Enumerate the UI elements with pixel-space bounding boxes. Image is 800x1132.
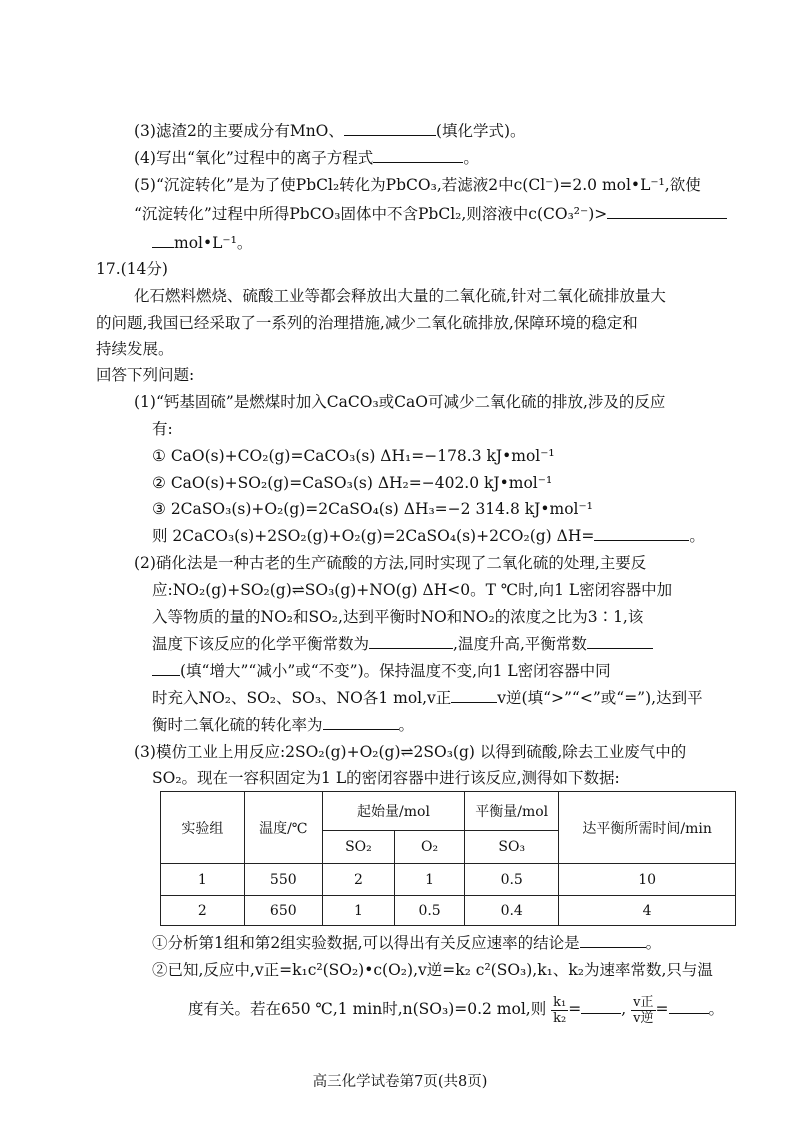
q16-part5-line3: mol•L⁻¹。	[152, 232, 252, 254]
q17-part2-line1: (2)硝化法是一种古老的生产硫酸的方法,同时实现了二氧化硫的处理,主要反	[134, 554, 647, 572]
q17-header: 17.(14分)	[96, 260, 168, 278]
answer-blank[interactable]	[580, 933, 646, 948]
q17-part2-line6: 时充入NO₂、SO₂、SO₃、NO各1 mol,v正 v逆(填“>”“<”或“=”),达到平	[152, 689, 703, 707]
header-group: 实验组	[161, 792, 245, 864]
cell-so3: 0.5	[465, 864, 559, 896]
table-row	[161, 864, 736, 896]
answer-blank[interactable]	[373, 148, 463, 163]
q17-part3-line2: SO₂。现在一容积固定为1 L的密闭容器中进行该反应,测得如下数据:	[152, 769, 620, 787]
header-equilibrium-amount: 平衡量/mol	[465, 792, 559, 831]
q17-part2-line2: 应:NO₂(g)+SO₂(g)⇌SO₃(g)+NO(g) ΔH<0。T ℃时,向1 L密闭容器中加	[152, 581, 673, 599]
q16-part3: (3)滤渣2的主要成分有MnO、 (填化学式)。	[134, 122, 526, 140]
header-o2: O₂	[395, 831, 465, 864]
fraction-k1-k2: $\frac{\text{k₁}}{\text{k₂}}$	[553, 994, 567, 1026]
cell-o2: 0.5	[395, 896, 465, 926]
q17-part1-line2: 有:	[152, 420, 173, 438]
cell-temp: 550	[244, 864, 322, 896]
q17-part2-line7: 衡时二氧化硫的转化率为 。	[152, 716, 415, 734]
q17-part1-line1: (1)“钙基固硫”是燃煤时加入CaCO₃或CaO可减少二氧化硫的排放,涉及的反应	[134, 393, 666, 411]
q17-part3-question-b-line2: 度有关。若在650 ℃,1 min时,n(SO₃)=0.2 mol,则 $\frac{\text{k₁}}{\text{k₂}}$ = , $\frac{\text{v正}}{\text{v逆}}$ = 。	[188, 994, 725, 1026]
experiment-table	[160, 791, 736, 926]
answer-blank[interactable]	[451, 688, 497, 703]
cell-time: 4	[559, 896, 736, 926]
answer-blank[interactable]	[607, 204, 727, 219]
cell-temp: 650	[244, 896, 322, 926]
q16-part4: (4)写出“氧化”过程中的离子方程式 。	[134, 149, 479, 167]
cell-o2: 1	[395, 864, 465, 896]
answer-blank[interactable]	[594, 526, 689, 541]
answer-blank[interactable]	[587, 634, 653, 649]
page-footer: 高三化学试卷第7页(共8页)	[312, 1074, 488, 1090]
header-so2: SO₂	[322, 831, 394, 864]
answer-blank[interactable]	[152, 233, 174, 248]
answer-blank[interactable]	[581, 999, 621, 1014]
q17-part3-question-a: ①分析第1组和第2组实验数据,可以得出有关反应速率的结论是 。	[152, 934, 662, 952]
answer-blank[interactable]	[344, 121, 436, 136]
cell-so2: 2	[322, 864, 394, 896]
header-initial-amount: 起始量/mol	[322, 792, 464, 831]
answer-blank[interactable]	[152, 661, 180, 676]
q17-part3-line1: (3)模仿工业上用反应:2SO₂(g)+O₂(g)⇌2SO₃(g) 以得到硫酸,除去工业废气中的	[134, 743, 687, 761]
header-temperature: 温度/℃	[244, 792, 322, 864]
q17-intro-line1: 化石燃料燃烧、硫酸工业等都会释放出大量的二氧化硫,针对二氧化硫排放量大	[134, 287, 666, 305]
cell-time: 10	[559, 864, 736, 896]
answer-blank[interactable]	[323, 715, 399, 730]
answer-blank[interactable]	[669, 999, 709, 1014]
q17-part2-line3: 入等物质的量的NO₂和SO₂,达到平衡时NO和NO₂的浓度之比为3∶1,该	[152, 608, 644, 626]
answer-blank[interactable]	[369, 634, 453, 649]
q17-intro-line3: 持续发展。	[96, 340, 174, 358]
cell-group: 1	[161, 864, 245, 896]
q17-part3-question-b-line1: ②已知,反应中,v正=k₁c²(SO₂)•c(O₂),v逆=k₂ c²(SO₃),k₁、k₂为速率常数,只与温	[152, 961, 713, 979]
fraction-v-forward-v-reverse: $\frac{\text{v正}}{\text{v逆}}$	[633, 994, 654, 1026]
cell-group: 2	[161, 896, 245, 926]
q17-part1-line3: 则 2CaCO₃(s)+2SO₂(g)+O₂(g)=2CaSO₄(s)+2CO₂(g) ΔH= 。	[152, 527, 705, 545]
q17-intro-line2: 的问题,我国已经采取了一系列的治理措施,减少二氧化硫排放,保障环境的稳定和	[96, 314, 638, 332]
q17-part2-line5: (填“增大”“减小”或“不变”)。保持温度不变,向1 L密闭容器中同	[152, 660, 611, 682]
q16-part5-line2: “沉淀转化”过程中所得PbCO₃固体中不含PbCl₂,则溶液中c(CO₃²⁻)>	[134, 203, 727, 225]
equation-1: ① CaO(s)+CO₂(g)=CaCO₃(s) ΔH₁=−178.3 kJ•mol⁻¹	[152, 447, 555, 465]
equation-2: ② CaO(s)+SO₂(g)=CaSO₃(s) ΔH₂=−402.0 kJ•mol⁻¹	[152, 474, 553, 492]
table-row	[161, 896, 736, 926]
cell-so2: 1	[322, 896, 394, 926]
header-so3: SO₃	[465, 831, 559, 864]
q17-part2-line4: 温度下该反应的化学平衡常数为 ,温度升高,平衡常数	[152, 633, 653, 655]
cell-so3: 0.4	[465, 896, 559, 926]
equation-3: ③ 2CaSO₃(s)+O₂(g)=2CaSO₄(s) ΔH₃=−2 314.8 kJ•mol⁻¹	[152, 500, 593, 518]
q17-prompt: 回答下列问题:	[96, 366, 195, 384]
header-time: 达平衡所需时间/min	[559, 792, 736, 864]
q16-part5-line1: (5)“沉淀转化”是为了使PbCl₂转化为PbCO₃,若滤液2中c(Cl⁻)=2.0 mol•L⁻¹,欲使	[134, 176, 701, 194]
